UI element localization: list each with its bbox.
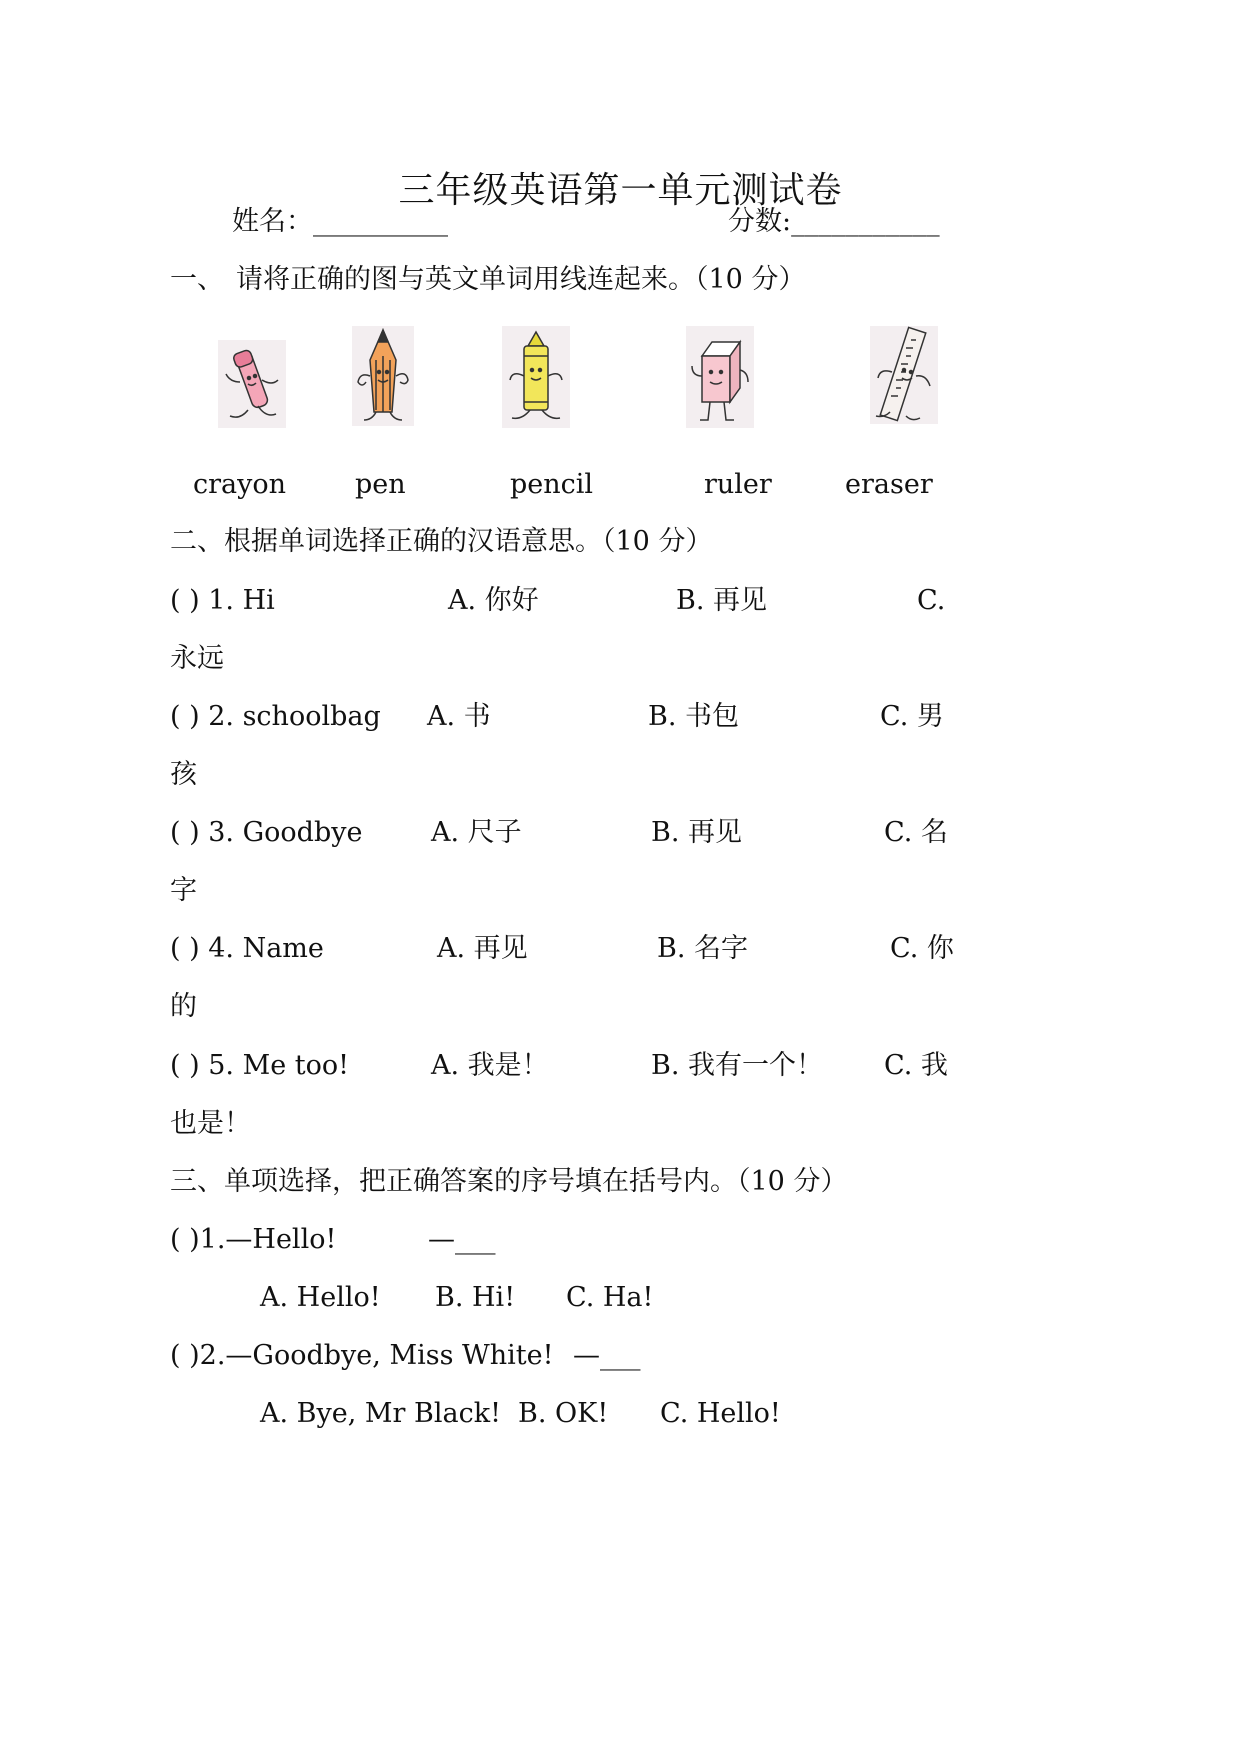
q2-5-option-a: A. 我是！	[431, 1050, 549, 1081]
q2-5-option-c: C. 我	[884, 1050, 948, 1081]
q2-1-option-c: C.	[917, 585, 946, 616]
pencil-character-icon	[352, 326, 414, 426]
q3-1-answer-blank: —___	[428, 1224, 496, 1255]
q2-2-option-c-wrap: 孩	[170, 759, 197, 790]
q2-3-option-b: B. 再见	[651, 817, 743, 848]
q3-1-prompt: ( )1.—Hello!	[170, 1224, 337, 1255]
section1-number: 一、	[170, 264, 224, 295]
q2-4-option-c: C. 你	[890, 933, 954, 964]
q3-1-option-c: C. Ha!	[566, 1282, 654, 1313]
pen-character-icon	[218, 340, 286, 428]
q3-2-option-c: C. Hello!	[660, 1398, 781, 1429]
q2-3-option-a: A. 尺子	[431, 817, 522, 848]
eraser-character-icon	[686, 326, 754, 428]
q2-4-option-a: A. 再见	[437, 933, 528, 964]
q2-1-prompt: ( ) 1. Hi	[170, 585, 275, 616]
q2-2-option-c: C. 男	[880, 701, 944, 732]
q2-3-option-c: C. 名	[884, 817, 948, 848]
word-crayon: crayon	[193, 469, 287, 500]
section1-heading: 请将正确的图与英文单词用线连起来。（10 分）	[236, 264, 806, 295]
word-ruler: ruler	[704, 469, 772, 500]
section2-heading: 二、根据单词选择正确的汉语意思。（10 分）	[170, 526, 713, 557]
score-field-label: 分数:___________	[728, 206, 940, 237]
q3-1-option-b: B. Hi!	[435, 1282, 516, 1313]
q2-3-prompt: ( ) 3. Goodbye	[170, 817, 363, 848]
word-eraser: eraser	[845, 469, 933, 500]
q2-5-option-b: B. 我有一个！	[651, 1050, 824, 1081]
q2-2-option-b: B. 书包	[648, 701, 740, 732]
q2-5-prompt: ( ) 5. Me too!	[170, 1050, 349, 1081]
q2-1-option-a: A. 你好	[448, 585, 539, 616]
word-pen: pen	[355, 469, 406, 500]
ruler-character-icon	[870, 326, 938, 424]
word-pencil: pencil	[510, 469, 594, 500]
q2-3-option-c-wrap: 字	[170, 875, 197, 906]
q3-2-option-a: A. Bye, Mr Black!	[260, 1398, 501, 1429]
q2-4-option-c-wrap: 的	[170, 991, 197, 1022]
section3-heading: 三、单项选择，把正确答案的序号填在括号内。（10 分）	[170, 1166, 848, 1197]
q2-4-option-b: B. 名字	[657, 933, 749, 964]
q2-1-option-b: B. 再见	[676, 585, 768, 616]
q2-4-prompt: ( ) 4. Name	[170, 933, 324, 964]
q2-5-option-c-wrap: 也是！	[170, 1108, 251, 1139]
q3-2-option-b: B. OK!	[518, 1398, 609, 1429]
q2-2-option-a: A. 书	[427, 701, 491, 732]
q2-1-option-c-wrap: 永远	[170, 643, 224, 674]
q2-2-prompt: ( ) 2. schoolbag	[170, 701, 381, 732]
q3-2-prompt: ( )2.—Goodbye, Miss White!	[170, 1340, 554, 1371]
q3-1-option-a: A. Hello!	[260, 1282, 381, 1313]
page-title: 三年级英语第一单元测试卷	[398, 170, 843, 211]
name-field-label: 姓名：__________	[232, 206, 448, 237]
crayon-character-icon	[502, 326, 570, 428]
q3-2-answer-blank: —___	[573, 1340, 641, 1371]
